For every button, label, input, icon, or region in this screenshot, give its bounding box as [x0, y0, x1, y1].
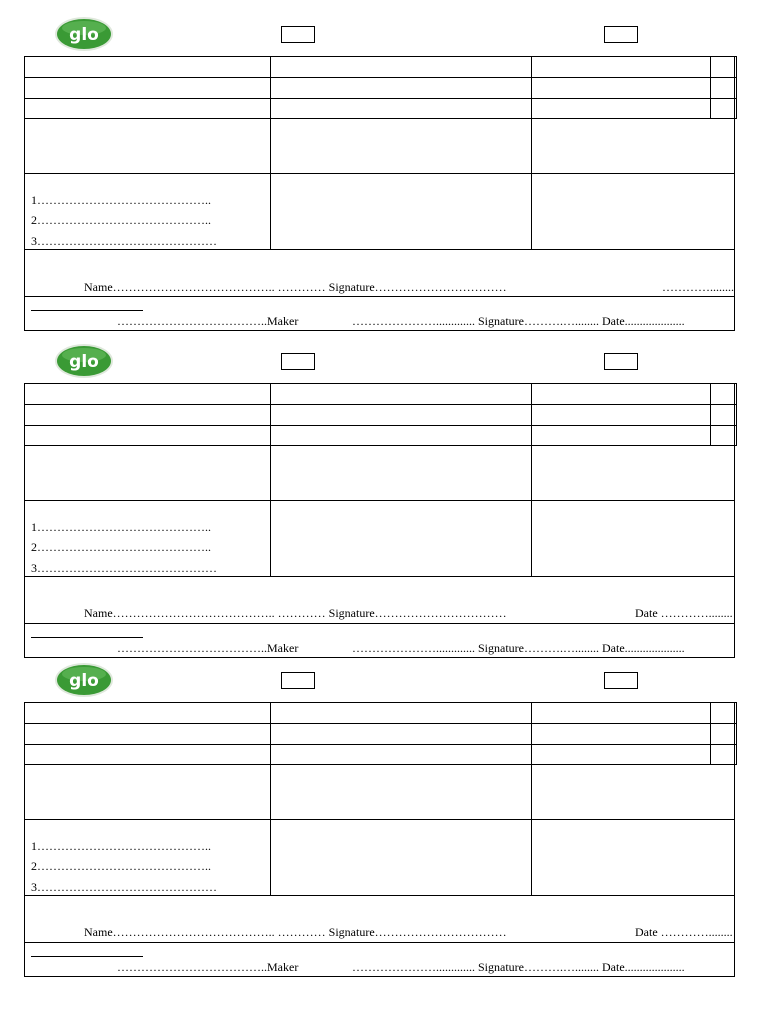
entry-line-2[interactable]: 2…………………………………….. [31, 540, 211, 554]
code-box-2[interactable] [604, 353, 638, 370]
code-box-1[interactable] [281, 26, 315, 43]
entry-line-3[interactable]: 3……………………………………… [31, 880, 217, 894]
maker-signature-date-line[interactable]: …………………............. Signature……….…........ Date.................... [352, 641, 685, 655]
underline [31, 637, 143, 638]
entry-line-1[interactable]: 1…………………………………….. [31, 520, 211, 534]
form-slip-2 [0, 327, 768, 657]
date-line[interactable]: …………........ [662, 280, 734, 294]
entry-line-2[interactable]: 2…………………………………….. [31, 859, 211, 873]
underline [31, 310, 143, 311]
entry-line-2[interactable]: 2…………………………………….. [31, 213, 211, 227]
maker-line[interactable]: ………………………………..Maker [117, 314, 299, 328]
date-line[interactable]: Date …………........ [635, 925, 733, 939]
code-box-2[interactable] [604, 672, 638, 689]
maker-signature-date-line[interactable]: …………………............. Signature……….…........ Date.................... [352, 960, 685, 974]
code-box-1[interactable] [281, 353, 315, 370]
glo-logo [54, 662, 114, 698]
entry-line-1[interactable]: 1…………………………………….. [31, 839, 211, 853]
underline [31, 956, 143, 957]
entry-line-3[interactable]: 3……………………………………… [31, 561, 217, 575]
name-signature-line[interactable]: Name………………………………….. ………… Signature…………………………… [84, 280, 507, 294]
name-signature-line[interactable]: Name………………………………….. ………… Signature…………………………… [84, 925, 507, 939]
entry-line-1[interactable]: 1…………………………………….. [31, 193, 211, 207]
form-table [24, 702, 737, 978]
logo-text: glo [69, 671, 99, 691]
entry-line-3[interactable]: 3……………………………………… [31, 234, 217, 248]
form-slip-3 [0, 646, 768, 976]
maker-signature-date-line[interactable]: …………………............. Signature……….…........ Date.................... [352, 314, 685, 328]
glo-logo [54, 343, 114, 379]
code-box-1[interactable] [281, 672, 315, 689]
glo-logo [54, 16, 114, 52]
logo-text: glo [69, 352, 99, 372]
maker-line[interactable]: ………………………………..Maker [117, 960, 299, 974]
logo-text: glo [69, 25, 99, 45]
form-slip-1 [0, 0, 768, 330]
form-table [24, 383, 737, 659]
name-signature-line[interactable]: Name………………………………….. ………… Signature…………………………… [84, 606, 507, 620]
form-table [24, 56, 737, 332]
maker-line[interactable]: ………………………………..Maker [117, 641, 299, 655]
code-box-2[interactable] [604, 26, 638, 43]
date-line[interactable]: Date …………........ [635, 606, 733, 620]
